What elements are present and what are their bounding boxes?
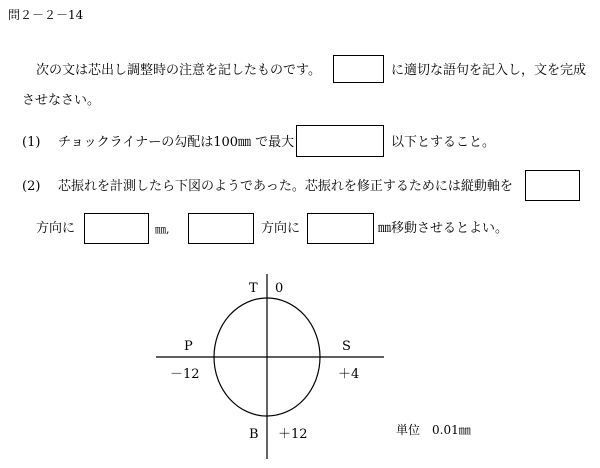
unit-note: 単位 0.01㎜ (396, 423, 471, 437)
item2-number: (2) (22, 179, 41, 194)
intro-text-after: に適切な語句を記入し，文を完成 (391, 63, 587, 78)
label-top-T: T (249, 281, 258, 296)
value-right: ＋4 (338, 367, 360, 382)
item1-text-after: 以下とすること。 (391, 135, 496, 150)
item2-direction-1-label: 方向に (36, 221, 76, 236)
value-left: －12 (170, 367, 200, 382)
item1-text-before: チョックライナーの勾配は100㎜ で最大 (58, 135, 295, 150)
question-number: 問２－２－14 (8, 8, 84, 22)
label-right-S: S (342, 339, 351, 354)
item2-direction-2-label: 方向に (261, 221, 301, 236)
item1-number: (1) (22, 135, 41, 150)
item2-end-text: ㎜移動させるとよい。 (378, 221, 509, 236)
label-bottom-B: B (249, 427, 259, 442)
item2-unit-1: ㎜, (155, 223, 170, 236)
intro-text-before: 次の文は芯出し調整時の注意を記したものです。 (36, 63, 321, 78)
value-bottom: ＋12 (278, 427, 308, 442)
item2-text-before: 芯振れを計測したら下図のようであった。芯振れを修正するためには縦動軸を (58, 179, 513, 194)
value-top: 0 (275, 281, 284, 296)
label-left-P: P (184, 339, 193, 354)
intro-text-line2: させなさい。 (22, 93, 101, 108)
